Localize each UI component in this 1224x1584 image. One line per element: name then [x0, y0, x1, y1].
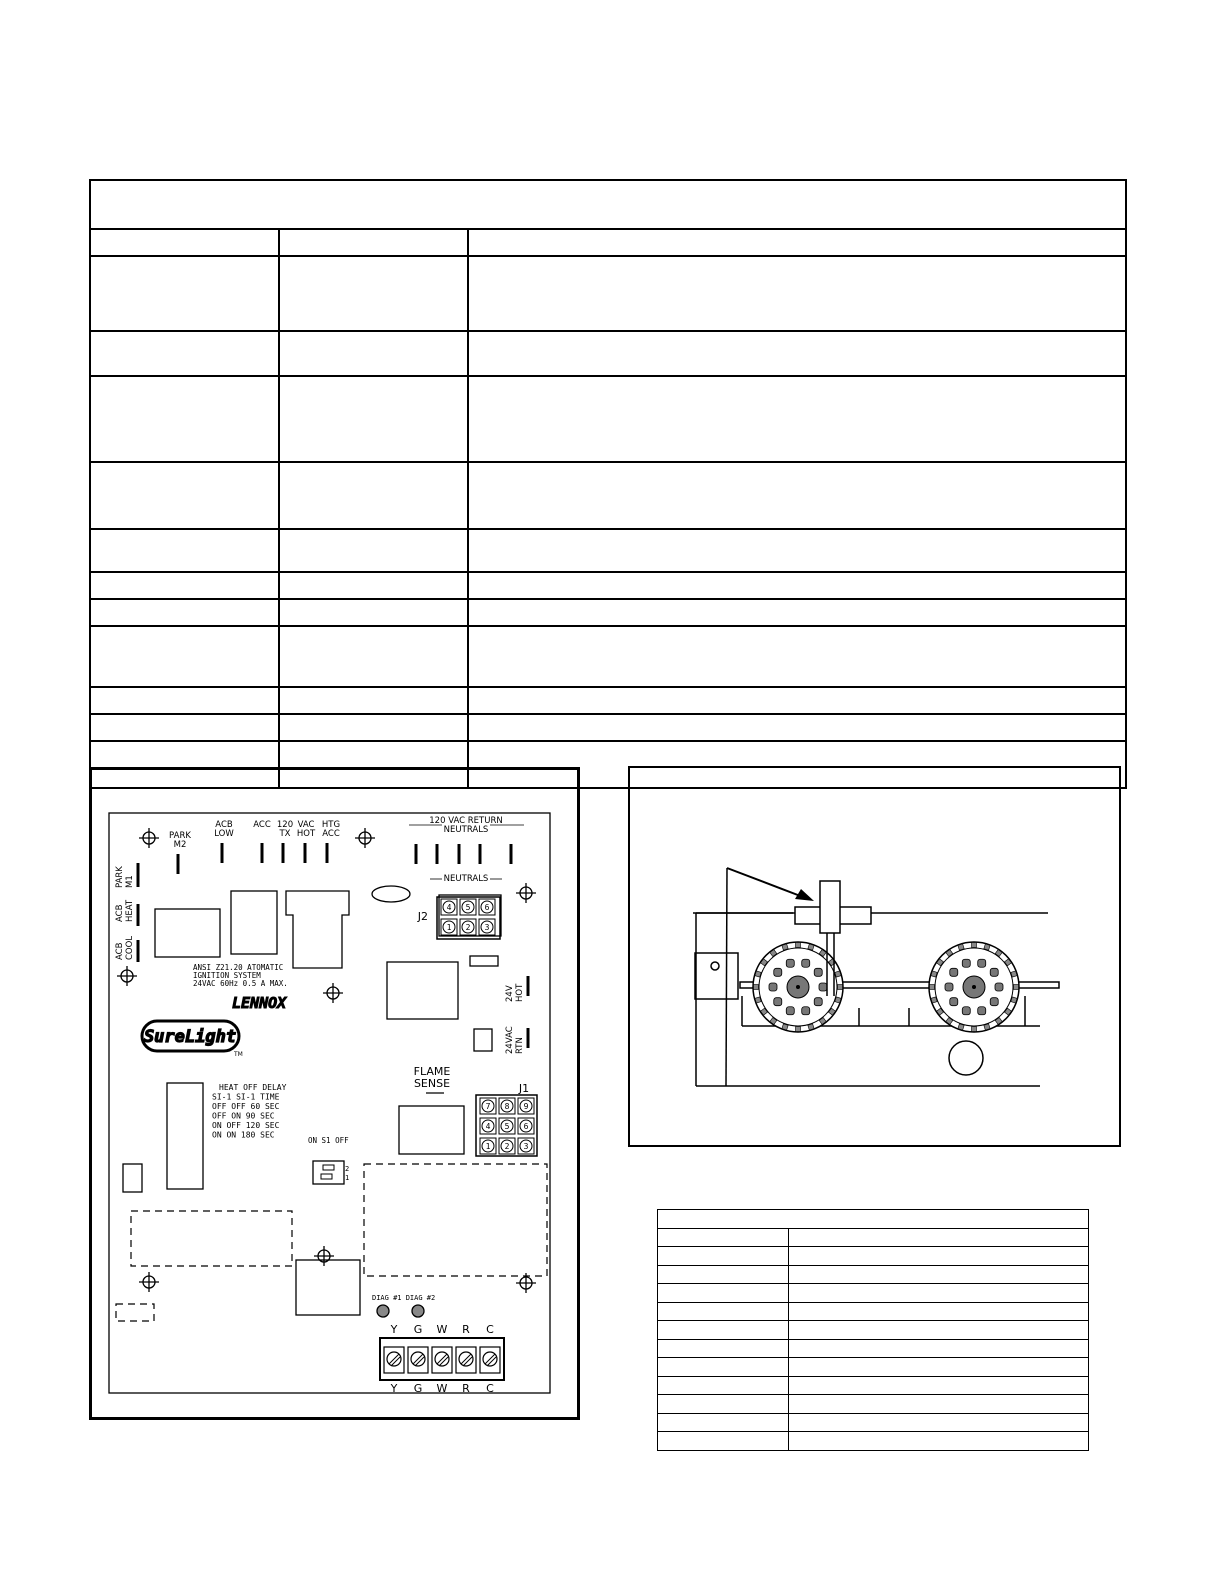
spec-cell	[90, 229, 279, 256]
flame-sense-label: FLAME SENSE	[413, 1065, 451, 1090]
j1-pin	[480, 1118, 496, 1134]
svg-text:2: 2	[504, 1142, 510, 1151]
diag-led-2	[412, 1305, 424, 1317]
burner-figure	[628, 766, 1121, 1147]
park-m2-label: PARK M2	[169, 831, 191, 850]
mount-hole-2	[355, 828, 375, 848]
vac-tx-label: 120 TX	[276, 820, 294, 839]
mount-hole-5	[323, 983, 343, 1003]
neutrals-label: NEUTRALS	[443, 874, 489, 884]
spec-cell	[279, 529, 468, 572]
spec-row	[90, 687, 1126, 714]
code-row	[658, 1247, 1089, 1266]
svg-text:9: 9	[523, 1102, 529, 1111]
sensor-pointer-arrow	[727, 868, 803, 897]
code-table	[657, 1209, 1089, 1451]
code-cell	[789, 1413, 1089, 1432]
spec-cell	[90, 376, 279, 462]
spec-cell	[279, 687, 468, 714]
spec-cell	[90, 599, 279, 626]
code-cell	[789, 1302, 1089, 1321]
spec-cell	[468, 376, 1126, 462]
svg-text:3: 3	[523, 1142, 529, 1151]
spec-row	[90, 462, 1126, 529]
spec-cell	[468, 256, 1126, 331]
spec-row	[90, 229, 1126, 256]
spec-cell	[279, 376, 468, 462]
svg-text:W: W	[436, 1323, 448, 1336]
code-row	[658, 1302, 1089, 1321]
ansi-label: ANSI Z21.20 ATOMATIC IGNITION SYSTEM 24VAC 60Hz 0.5 A MAX.	[193, 963, 288, 988]
svg-text:5: 5	[504, 1122, 510, 1131]
code-row	[658, 1228, 1089, 1247]
spec-cell	[279, 331, 468, 376]
code-cell	[658, 1228, 789, 1247]
spec-cell	[279, 462, 468, 529]
burner-head-1	[753, 942, 843, 1032]
mount-hole-1	[139, 828, 159, 848]
code-row	[658, 1210, 1089, 1229]
spec-cell	[279, 599, 468, 626]
terminal-w	[432, 1323, 452, 1395]
heat-off-delay-table: HEAT OFF DELAY SI-1 SI-1 TIME OFF OFF 60 SEC OFF ON 90 SEC ON OFF 120 SEC ON ON 180 SEC	[212, 1083, 287, 1140]
code-cell	[789, 1395, 1089, 1414]
j1-pin	[480, 1098, 496, 1114]
code-cell	[658, 1376, 789, 1395]
park-m1-label: PARKM1	[115, 866, 135, 888]
svg-text:4: 4	[446, 903, 452, 912]
24vac-rtn-label: 24VACRTN	[505, 1026, 525, 1054]
code-cell	[789, 1339, 1089, 1358]
mount-hole-6	[314, 1246, 334, 1266]
svg-text:C: C	[486, 1323, 494, 1336]
code-cell	[658, 1339, 789, 1358]
mount-hole-3	[516, 883, 536, 903]
j2-pin	[460, 899, 476, 915]
svg-text:6: 6	[523, 1122, 529, 1131]
j1-connector	[476, 1095, 537, 1156]
svg-text:3: 3	[484, 923, 490, 932]
spec-cell	[279, 714, 468, 741]
code-cell	[789, 1432, 1089, 1451]
spec-cell	[468, 331, 1126, 376]
j1-label: J1	[518, 1082, 530, 1095]
code-cell	[789, 1265, 1089, 1284]
svg-text:W: W	[436, 1382, 448, 1395]
acc-label: ACC	[253, 820, 271, 830]
spec-cell	[279, 626, 468, 687]
svg-text:1: 1	[345, 1174, 350, 1182]
code-cell	[658, 1395, 789, 1414]
svg-text:5: 5	[465, 903, 471, 912]
svg-text:8: 8	[504, 1102, 510, 1111]
j1-pin	[518, 1138, 534, 1154]
j1-pin	[499, 1118, 515, 1134]
spec-cell	[90, 462, 279, 529]
code-cell	[789, 1284, 1089, 1303]
spec-cell	[90, 572, 279, 599]
code-cell	[658, 1432, 789, 1451]
code-row	[658, 1358, 1089, 1377]
acb-low-label: ACB LOW	[214, 820, 234, 839]
burner-head-2	[929, 942, 1019, 1032]
j2-pin	[460, 919, 476, 935]
svg-text:2: 2	[465, 923, 471, 932]
lennox-logo: LENNOX	[232, 994, 287, 1012]
spec-cell	[468, 599, 1126, 626]
ignition-board-figure	[89, 767, 580, 1420]
spec-cell	[90, 626, 279, 687]
code-row	[658, 1339, 1089, 1358]
j1-pin	[499, 1138, 515, 1154]
spec-cell	[90, 687, 279, 714]
j1-pin	[518, 1118, 534, 1134]
code-title-cell	[658, 1210, 1089, 1229]
svg-text:1: 1	[485, 1142, 491, 1151]
svg-text:1: 1	[446, 923, 452, 932]
code-row	[658, 1284, 1089, 1303]
code-cell	[789, 1358, 1089, 1377]
svg-text:Y: Y	[390, 1323, 398, 1336]
acb-cool-label: ACBCOOL	[115, 935, 135, 960]
return-neutrals-label: 120 VAC RETURN NEUTRALS	[429, 816, 503, 835]
ignition-board-diagram	[92, 770, 577, 1417]
spec-cell	[279, 256, 468, 331]
terminal-r	[456, 1323, 476, 1395]
spec-cell	[468, 572, 1126, 599]
acb-heat-label: ACBHEAT	[115, 899, 135, 922]
diag-led-1	[377, 1305, 389, 1317]
spec-title-cell	[90, 180, 1126, 229]
dip-switch	[313, 1161, 344, 1184]
j1-pin	[499, 1098, 515, 1114]
svg-text:G: G	[413, 1382, 423, 1395]
surelight-logo: SureLight	[143, 1027, 237, 1047]
spec-row	[90, 529, 1126, 572]
svg-text:Y: Y	[390, 1382, 398, 1395]
spec-row	[90, 331, 1126, 376]
code-row	[658, 1395, 1089, 1414]
spec-cell	[468, 462, 1126, 529]
code-cell	[658, 1321, 789, 1340]
code-cell	[658, 1358, 789, 1377]
svg-text:2: 2	[345, 1165, 350, 1173]
spec-cell	[468, 229, 1126, 256]
svg-text:R: R	[462, 1382, 470, 1395]
spec-cell	[468, 626, 1126, 687]
spec-row	[90, 376, 1126, 462]
code-cell	[789, 1376, 1089, 1395]
code-cell	[658, 1413, 789, 1432]
spec-cell	[279, 572, 468, 599]
code-cell	[789, 1321, 1089, 1340]
mount-hole-7	[139, 1272, 159, 1292]
burner-diagram	[630, 768, 1119, 1145]
spec-row	[90, 626, 1126, 687]
j2-pin	[479, 899, 495, 915]
terminal-c	[480, 1323, 500, 1395]
terminal-g	[408, 1323, 428, 1395]
spec-table	[89, 179, 1127, 789]
spec-cell	[90, 256, 279, 331]
mount-hole-4	[117, 966, 137, 986]
diag-label: DIAG #1 DIAG #2	[372, 1294, 436, 1302]
svg-text:C: C	[486, 1382, 494, 1395]
spec-cell	[468, 687, 1126, 714]
code-row	[658, 1432, 1089, 1451]
terminal-y	[384, 1323, 404, 1395]
svg-text:4: 4	[485, 1122, 491, 1131]
code-cell	[658, 1247, 789, 1266]
code-row	[658, 1321, 1089, 1340]
code-cell	[658, 1302, 789, 1321]
spec-row	[90, 714, 1126, 741]
j2-pin	[441, 899, 457, 915]
j2-label: J2	[417, 910, 428, 923]
code-cell	[658, 1265, 789, 1284]
spec-cell	[90, 529, 279, 572]
trademark-label: TM	[234, 1051, 243, 1058]
spec-cell	[468, 714, 1126, 741]
spec-cell	[468, 529, 1126, 572]
code-row	[658, 1265, 1089, 1284]
svg-text:7: 7	[485, 1102, 491, 1111]
svg-text:R: R	[462, 1323, 470, 1336]
svg-text:6: 6	[484, 903, 490, 912]
spec-cell	[90, 331, 279, 376]
j1-pin	[518, 1098, 534, 1114]
svg-text:G: G	[413, 1323, 423, 1336]
code-cell	[789, 1247, 1089, 1266]
24v-hot-label: 24VHOT	[505, 983, 525, 1002]
htg-acc-label: HTG ACC	[321, 820, 341, 839]
spec-cell	[279, 229, 468, 256]
code-cell	[789, 1228, 1089, 1247]
code-row	[658, 1376, 1089, 1395]
spec-row	[90, 599, 1126, 626]
spec-row	[90, 256, 1126, 331]
code-cell	[658, 1284, 789, 1303]
vac-hot-label: VAC HOT	[296, 820, 316, 839]
spec-row	[90, 572, 1126, 599]
code-row	[658, 1413, 1089, 1432]
dip-switch-label: ON S1 OFF	[308, 1136, 349, 1145]
thermostat-terminals	[384, 1323, 500, 1395]
j2-connector	[437, 897, 500, 939]
j1-pin	[480, 1138, 496, 1154]
spec-row	[90, 180, 1126, 229]
j2-pin	[441, 919, 457, 935]
j2-pin	[479, 919, 495, 935]
spec-cell	[90, 714, 279, 741]
